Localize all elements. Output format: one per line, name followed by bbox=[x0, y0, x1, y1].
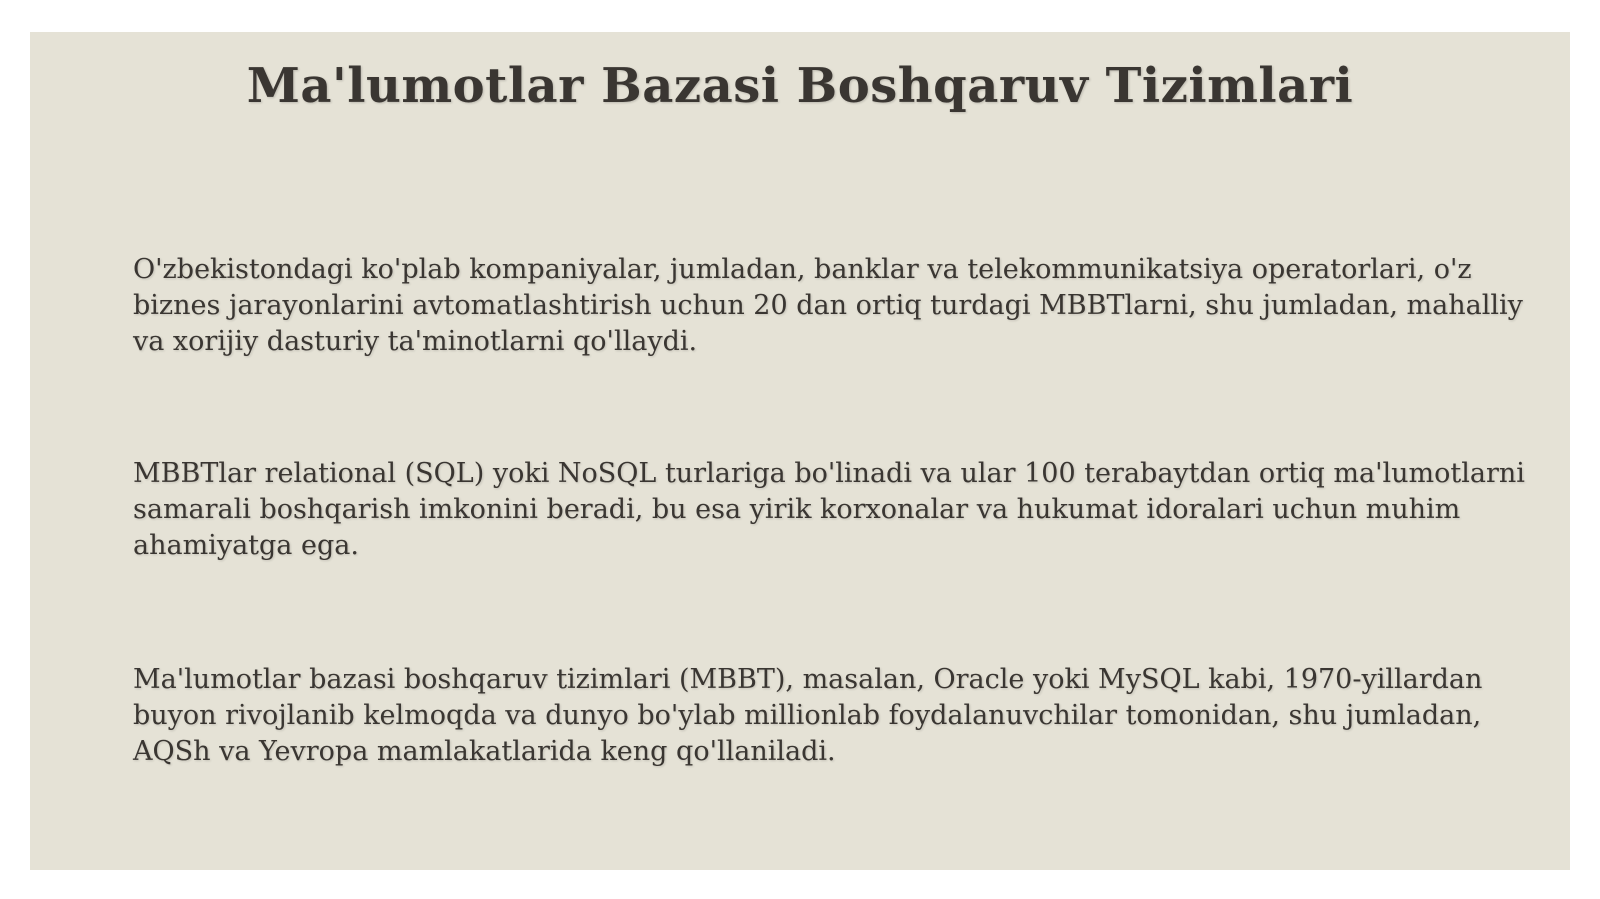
paragraph-companies: O'zbekistondagi ko'plab kompaniyalar, jumladan, banklar va telekommunikatsiya operatorlari, o'z biznes jarayonlarini avtomatlashtirish uchun 20 dan ortiq turdagi MBBTlarni, shu jumladan, mahalliy va xorijiy dasturiy ta'minotlarni qo'llaydi. bbox=[133, 254, 1523, 357]
paragraph-types: MBBTlar relational (SQL) yoki NoSQL turlariga bo'linadi va ular 100 terabaytdan ortiq ma'lumotlarni samarali boshqarish imkonini beradi, bu esa yirik korxonalar va hukumat idoralari uchun muhim ahamiyatga ega. bbox=[133, 458, 1525, 561]
slide-title: Ma'lumotlar Bazasi Boshqaruv Tizimlari bbox=[246, 58, 1354, 114]
slide bbox=[30, 32, 1570, 870]
paragraph-history: Ma'lumotlar bazasi boshqaruv tizimlari (MBBT), masalan, Oracle yoki MySQL kabi, 1970-yillardan buyon rivojlanib kelmoqda va dunyo bo'ylab millionlab foydalanuvchilar tomonidan, shu jumladan, AQSh va Yevropa mamlakatlarida keng qo'llaniladi. bbox=[133, 664, 1483, 767]
